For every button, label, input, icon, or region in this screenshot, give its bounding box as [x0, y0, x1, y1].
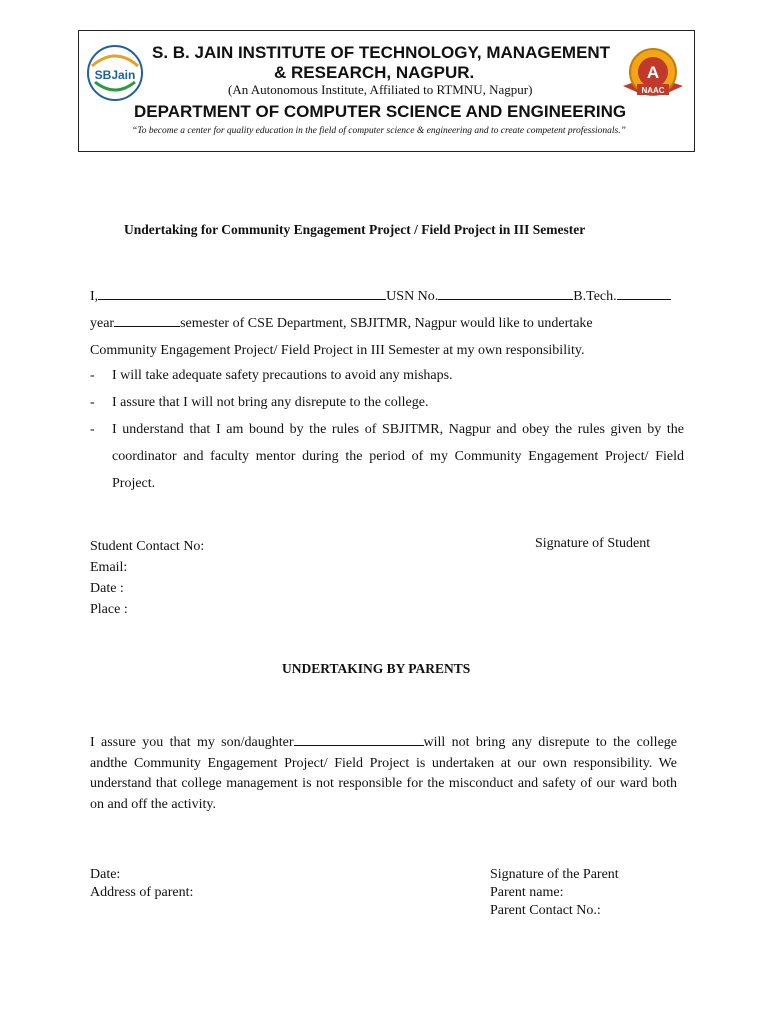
year-label: year — [90, 316, 115, 331]
student-contact-block — [90, 536, 204, 620]
parents-text-rest: will not bring any disrepute to the college andthe Community Engagement Project/ Field Project is undertaken at our own responsibility. We understand that college management is not responsible for the misconduct and safety of our ward both on and off the activity. — [90, 735, 677, 812]
responsibility-line: Community Engagement Project/ Field Project in III Semester at my own responsibility. — [90, 343, 585, 358]
semester-blank — [114, 312, 180, 327]
name-blank — [98, 285, 386, 300]
parent-contact-label: Parent Contact No.: — [490, 903, 601, 918]
document-title: Undertaking for Community Engagement Project / Field Project in III Semester — [124, 222, 586, 237]
list-item — [90, 416, 684, 497]
affiliation-text: (An Autonomous Institute, Affiliated to RTMNU, Nagpur) — [228, 82, 533, 97]
parents-undertaking-paragraph — [90, 731, 677, 815]
student-signature-label: Signature of Student — [535, 536, 651, 551]
parent-date-block — [90, 866, 193, 902]
parent-date-label: Date: — [90, 867, 121, 882]
logo-text: SBJain — [94, 68, 136, 82]
i-label: I, — [90, 289, 99, 304]
list-item — [90, 362, 684, 389]
naac-badge — [619, 46, 687, 104]
bullet-text: I will take adequate safety precautions to avoid any mishaps. — [112, 368, 453, 383]
btech-label: B.Tech. — [573, 289, 617, 304]
usn-label: USN No. — [386, 289, 439, 304]
institute-name-line1: S. B. JAIN INSTITUTE OF TECHNOLOGY, MANAGEMENT — [152, 43, 611, 62]
parent-signature-label: Signature of the Parent — [490, 867, 619, 882]
naac-grade: A — [646, 63, 660, 82]
bullet-marker: - — [90, 422, 95, 437]
bullet-marker: - — [90, 368, 95, 383]
bullet-text: I understand that I am bound by the rules of SBJITMR, Nagpur and obey the rules given by the coordinator and faculty mentor during the period of my Community Engagement Project/ Field Project. — [112, 422, 684, 491]
semester-text: semester of CSE Department, SBJITMR, Nagpur would like to undertake — [180, 316, 593, 331]
ward-name-blank — [294, 731, 424, 746]
btech-year-blank — [617, 285, 671, 300]
bullet-marker: - — [90, 395, 95, 410]
parents-text-start: I assure you that my son/daughter — [90, 735, 294, 750]
date-label: Date : — [90, 581, 124, 596]
student-undertaking-paragraph — [90, 283, 684, 364]
institute-name-line2: & RESEARCH, NAGPUR. — [274, 63, 475, 82]
vision-statement: “To become a center for quality education in the field of computer science & engineering and to create competent professionals.” — [132, 126, 626, 136]
email-label: Email: — [90, 560, 128, 575]
parent-signature-block — [490, 866, 619, 920]
parent-name-label: Parent name: — [490, 885, 564, 900]
institute-logo — [86, 44, 144, 102]
undertaking-bullets — [90, 362, 684, 497]
usn-blank — [438, 285, 573, 300]
naac-label: NAAC — [641, 86, 665, 95]
parent-address-label: Address of parent: — [90, 885, 194, 900]
list-item — [90, 389, 684, 416]
student-contact-label: Student Contact No: — [90, 539, 205, 554]
place-label: Place : — [90, 602, 128, 617]
department-name: DEPARTMENT OF COMPUTER SCIENCE AND ENGINEERING — [134, 102, 627, 121]
parents-heading: UNDERTAKING BY PARENTS — [282, 661, 471, 676]
bullet-text: I assure that I will not bring any disrepute to the college. — [112, 395, 429, 410]
